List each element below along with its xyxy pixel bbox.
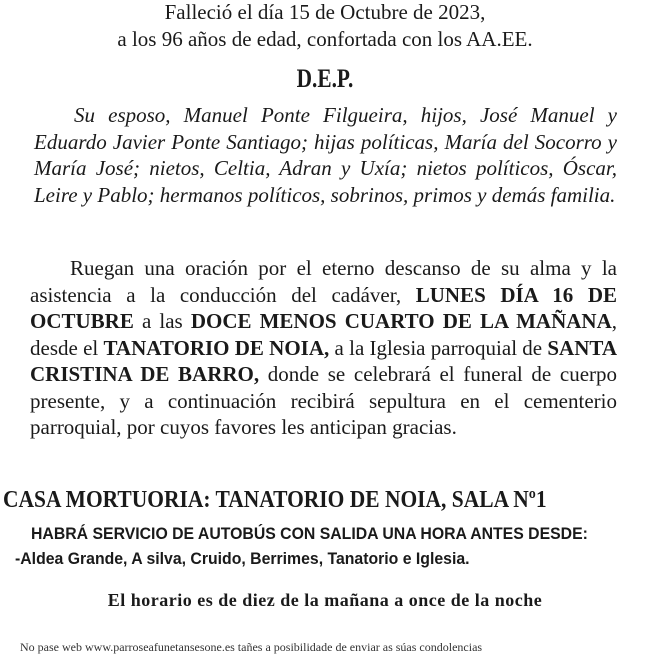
- service-origin: TANATORIO DE NOIA,: [103, 335, 330, 360]
- service-time: DOCE MENOS CUARTO DE LA MAÑANA: [190, 309, 612, 333]
- prayer-text-1: Ruegan una oración por el eterno descanso de su alma y la asistencia a la conducción del cadáver,: [30, 256, 617, 307]
- service-date: LUNES DÍA 16 DE OCTUBRE: [30, 282, 617, 333]
- family-paragraph: Su esposo, Manuel Ponte Filgueira, hijos, José Manuel y Eduardo Javier Ponte Santiago; hijas políticas, María del Socorro y María José; nietos, Celtia, Adran y Uxía; nietos políticos, Óscar, Leire y Pablo; hermanos políticos, sobrinos, primos y demás familia.: [34, 103, 617, 207]
- prayer-text-5: donde se celebrará el funeral de cuerpo presente, y a continuación recibirá sepultura en el cementerio parroquial, por cuyos favores les anticipan gracias.: [30, 362, 618, 439]
- service-church: SANTA CRISTINA DE BARRO,: [30, 335, 617, 386]
- dep-heading: D.E.P.: [296, 64, 354, 93]
- casa-mortuoria: CASA MORTUORIA: TANATORIO DE NOIA, SALA Nº1: [3, 487, 547, 513]
- bus-stops: -Aldea Grande, A silva, Cruido, Berrimes, Tanatorio e Iglesia.: [15, 549, 470, 568]
- hours-notice: El horario es de diez de la mañana a once de la noche: [107, 590, 543, 610]
- bus-service-notice: HABRÁ SERVICIO DE AUTOBÚS CON SALIDA UNA HORA ANTES DESDE:: [31, 524, 588, 543]
- death-date-line: Falleció el día 15 de Octubre de 2023,: [164, 0, 486, 24]
- footer-web-notice: No pase web www.parroseafunetansesone.es tañes a posibilidade de enviar as súas condolencias: [20, 640, 483, 654]
- prayer-text-2: a las: [133, 309, 191, 333]
- age-line: a los 96 años de edad, confortada con los AA.EE.: [117, 27, 533, 51]
- prayer-paragraph: [30, 255, 617, 441]
- prayer-text-3: , desde el: [30, 309, 617, 360]
- prayer-text-4: a la Iglesia parroquial de: [329, 335, 548, 360]
